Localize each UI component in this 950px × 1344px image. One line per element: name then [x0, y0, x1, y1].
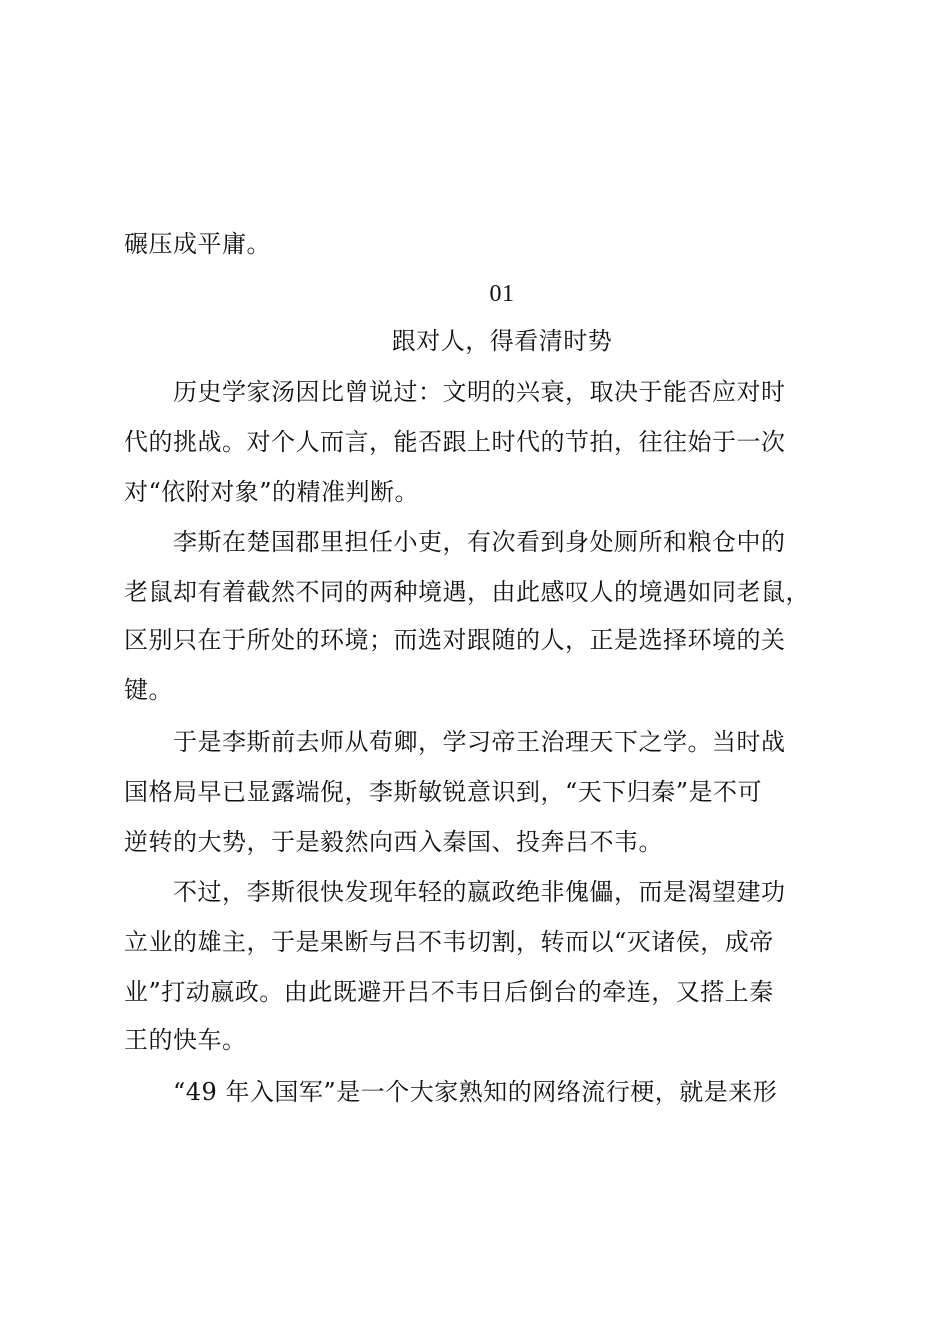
paragraph-4-line-2: 立业的雄主，于是果断与吕不韦切割，转而以“灭诸侯，成帝 — [124, 928, 774, 956]
paragraph-3-line-2: 国格局早已显露端倪，李斯敏锐意识到，“天下归秦”是不可 — [124, 778, 763, 806]
paragraph-4-line-3: 业”打动嬴政。由此既避开吕不韦日后倒台的牵连，又搭上秦 — [124, 978, 774, 1006]
paragraph-4-line-1: 不过，李斯很快发现年轻的嬴政绝非傀儡，而是渴望建功 — [173, 878, 786, 906]
paragraph-2-line-1: 李斯在楚国郡里担任小吏，有次看到身处厕所和粮仓中的 — [173, 528, 786, 556]
paragraph-4-line-4: 王的快车。 — [124, 1026, 247, 1054]
section-number: 01 — [489, 281, 515, 307]
paragraph-1-line-3: 对“依附对象”的精准判断。 — [124, 478, 420, 506]
paragraph-3-line-1: 于是李斯前去师从荀卿，学习帝王治理天下之学。当时战 — [173, 728, 786, 756]
paragraph-2-line-3: 区别只在于所处的环境；而选对跟随的人，正是选择环境的关 — [124, 626, 786, 654]
opening-line: 碾压成平庸。 — [124, 230, 271, 258]
section-title: 跟对人，得看清时势 — [391, 327, 613, 355]
paragraph-2-line-2: 老鼠却有着截然不同的两种境遇，由此感叹人的境遇如同老鼠， — [124, 578, 810, 606]
paragraph-2-line-4: 键。 — [124, 676, 173, 704]
paragraph-3-line-3: 逆转的大势，于是毅然向西入秦国、投奔吕不韦。 — [124, 828, 663, 856]
paragraph-5-line-1: “49 年入国军”是一个大家熟知的网络流行梗，就是来形 — [173, 1078, 778, 1106]
paragraph-1-line-2: 代的挑战。对个人而言，能否跟上时代的节拍，往往始于一次 — [124, 428, 786, 456]
paragraph-1-line-1: 历史学家汤因比曾说过：文明的兴衰，取决于能否应对时 — [173, 378, 786, 406]
